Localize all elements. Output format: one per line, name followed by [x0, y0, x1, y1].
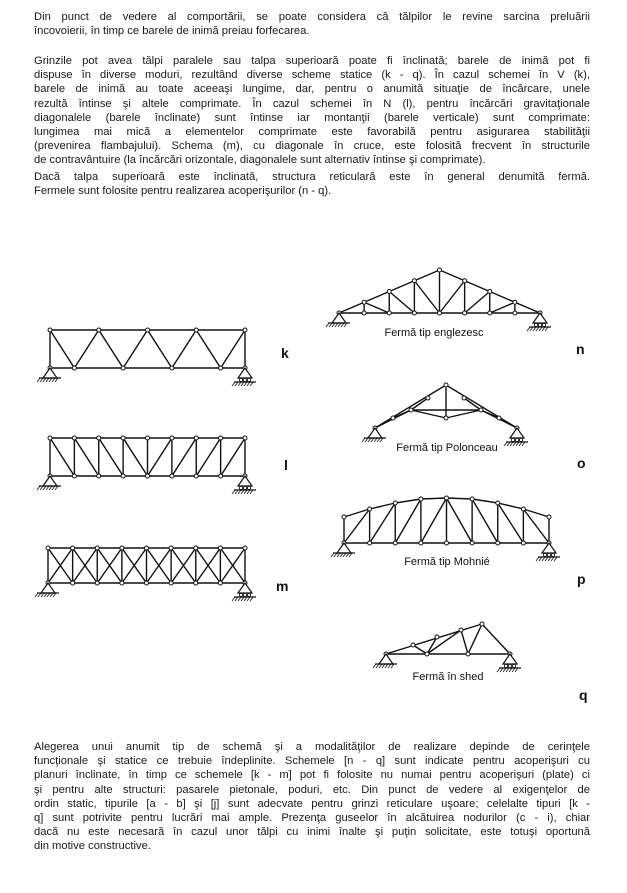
truss-node: [170, 474, 174, 478]
roller-wheel: [512, 664, 515, 667]
support-hatch: [504, 442, 507, 446]
roller-wheel: [511, 438, 514, 441]
truss-member: [50, 330, 74, 368]
truss-member: [421, 498, 447, 543]
truss-node: [419, 541, 423, 545]
roller-wheel: [243, 593, 246, 596]
truss-node: [243, 328, 247, 332]
roller-wheel: [243, 486, 246, 489]
truss-node: [71, 546, 75, 550]
truss-member: [370, 503, 396, 543]
truss-node: [97, 328, 101, 332]
figure-q-caption: Fermă în shed: [412, 671, 484, 683]
truss-node: [145, 581, 149, 585]
roller-wheel: [538, 323, 541, 326]
truss-member: [375, 385, 446, 428]
truss-member: [414, 281, 439, 313]
text-line: din motive constructive.: [34, 840, 151, 853]
truss-node: [48, 328, 52, 332]
truss-member: [221, 330, 245, 368]
truss-node: [218, 581, 222, 585]
figure-q-truss: [373, 622, 521, 672]
text-line: dispuse în diverse moduri, rezultând diverse scheme statice (k - q). În cazul schemei în V (k),: [34, 69, 590, 82]
truss-node: [194, 581, 198, 585]
truss-member: [389, 292, 414, 314]
truss-node: [362, 311, 366, 315]
truss-node: [48, 436, 52, 440]
truss-node: [547, 515, 551, 519]
truss-node: [219, 474, 223, 478]
truss-node: [497, 416, 501, 420]
truss-node: [121, 366, 125, 370]
roller-wheel: [247, 378, 250, 381]
truss-member: [395, 499, 421, 503]
truss-node: [425, 652, 429, 656]
truss-node: [412, 311, 416, 315]
truss-member: [421, 498, 447, 499]
truss-node: [521, 507, 525, 511]
truss-node: [445, 541, 449, 545]
truss-node: [462, 396, 466, 400]
truss-node: [146, 474, 150, 478]
figure-l-label: l: [284, 457, 288, 473]
truss-member: [411, 410, 446, 418]
truss-node: [368, 507, 372, 511]
truss-node: [466, 652, 470, 656]
text-line: şi pentru alte structuri: pasarele pietonale, poduri, etc. Din punct de vedere al exigenţelor de: [34, 783, 590, 796]
roller-wheel: [534, 323, 537, 326]
roller-wheel: [547, 553, 550, 556]
truss-node: [470, 497, 474, 501]
roller-wheel: [243, 378, 246, 381]
support-hatch: [497, 668, 500, 672]
truss-member: [99, 330, 123, 368]
figure-n-truss: [326, 268, 551, 331]
truss-node: [393, 541, 397, 545]
truss-node: [409, 408, 413, 412]
truss-node: [411, 643, 415, 647]
truss-node: [121, 474, 125, 478]
roller-wheel: [504, 664, 507, 667]
text-line: ordin static, tipurile [a - b] şi [j] sunt adecvate pentru grinzi reticulare uşoare; celelalte tipuri [k -: [34, 797, 590, 810]
support-hatch: [362, 438, 365, 442]
text-line: diagonalele (barele înclinate) sunt întinse iar montanţii (barele verticale) sunt comprimate:: [34, 111, 590, 124]
roller-wheel: [239, 593, 242, 596]
roller-support: [238, 476, 252, 486]
truss-node: [387, 290, 391, 294]
support-hatch: [232, 490, 235, 494]
truss-node: [479, 408, 483, 412]
truss-node: [71, 581, 75, 585]
roller-support: [542, 543, 556, 553]
truss-node: [97, 474, 101, 478]
roller-wheel: [239, 486, 242, 489]
truss-member: [74, 438, 98, 476]
truss-member: [446, 410, 481, 418]
figure-o-caption: Fermă tip Polonceau: [396, 442, 498, 454]
truss-node: [95, 581, 99, 585]
truss-member: [472, 499, 498, 543]
truss-node: [219, 366, 223, 370]
truss-node: [488, 290, 492, 294]
truss-node: [46, 546, 50, 550]
truss-member: [523, 509, 549, 543]
truss-node: [169, 581, 173, 585]
truss-node: [97, 436, 101, 440]
truss-member: [461, 630, 468, 654]
pin-support: [337, 543, 351, 553]
pin-support: [368, 428, 382, 438]
pin-support: [332, 313, 346, 323]
pin-support: [43, 368, 57, 378]
text-line: încovoierii, în timp ce barele de inimă preiau forfecarea.: [34, 25, 310, 38]
pin-support: [41, 583, 55, 593]
roller-support: [238, 583, 252, 593]
truss-node: [444, 416, 448, 420]
truss-member: [172, 330, 196, 368]
truss-node: [194, 474, 198, 478]
truss-node: [419, 497, 423, 501]
truss-node: [513, 300, 517, 304]
support-hatch: [527, 327, 530, 331]
truss-node: [438, 311, 442, 315]
figure-m-label: m: [276, 578, 289, 594]
pin-support: [43, 476, 57, 486]
truss-member: [468, 624, 482, 654]
truss-member: [221, 438, 245, 476]
truss-member: [364, 302, 389, 313]
truss-node: [219, 436, 223, 440]
truss-node: [243, 436, 247, 440]
truss-node: [445, 496, 449, 500]
roller-wheel: [542, 323, 545, 326]
truss-node: [463, 311, 467, 315]
truss-node: [170, 366, 174, 370]
roller-wheel: [247, 593, 250, 596]
truss-node: [72, 436, 76, 440]
truss-node: [146, 436, 150, 440]
text-line: Alegerea unui anumit tip de schemă şi a modalităţilor de realizare depinde de cerinţele: [34, 741, 590, 753]
truss-member: [440, 281, 465, 313]
truss-member: [465, 292, 490, 314]
support-hatch: [37, 486, 40, 490]
roller-support: [238, 368, 252, 378]
truss-member: [148, 330, 172, 368]
truss-node: [72, 474, 76, 478]
truss-node: [194, 328, 198, 332]
support-hatch: [35, 593, 38, 597]
roller-wheel: [543, 553, 546, 556]
truss-node: [444, 383, 448, 387]
roller-wheel: [239, 378, 242, 381]
text-line: (prevenirea flambajului). Schema (m), cu diagonale în cruce, este folosită frecvent în structurile: [34, 140, 590, 153]
truss-member: [99, 438, 123, 476]
roller-wheel: [247, 486, 250, 489]
truss-node: [459, 628, 463, 632]
truss-node: [362, 300, 366, 304]
truss-node: [342, 515, 346, 519]
truss-node: [470, 541, 474, 545]
figure-p-caption: Fermă tip Mohnié: [404, 556, 490, 568]
support-hatch: [232, 597, 235, 601]
figure-n-label: n: [576, 341, 585, 357]
truss-member: [395, 499, 421, 543]
text-line: q] sunt potrivite pentru lucrări mai ample. Prezenţa guseelor în alcătuirea nodurilor (c - i), chiar: [34, 812, 590, 825]
truss-member: [196, 330, 220, 368]
text-line: planuri înclinate, în timp ce schemele [k - m] pot fi folosite nu numai pentru acoperişuri (plate) ci: [34, 769, 590, 782]
roller-support: [533, 313, 547, 323]
truss-node: [480, 622, 484, 626]
truss-node: [170, 436, 174, 440]
text-line: Grinzile pot avea tălpi paralele sau talpa superioară poate fi înclinată; barele de inimă pot fi: [34, 55, 590, 67]
truss-member: [446, 385, 517, 428]
truss-node: [521, 541, 525, 545]
text-line: barele de inimă au toate aceeaşi lungime, dar, pentru o anumită situaţie de încărcare, unele: [34, 83, 590, 96]
truss-member: [196, 438, 220, 476]
roller-wheel: [515, 438, 518, 441]
truss-node: [120, 581, 124, 585]
truss-member: [472, 499, 498, 503]
truss-member: [74, 330, 98, 368]
truss-node: [145, 546, 149, 550]
truss-node: [218, 546, 222, 550]
truss-node: [496, 541, 500, 545]
truss-node: [194, 436, 198, 440]
truss-node: [438, 268, 442, 272]
text-line: de contravântuire (la încărcări orizontale, diagonalele sunt alternativ întinse şi comprimate).: [34, 154, 486, 167]
support-hatch: [232, 382, 235, 386]
truss-node: [513, 311, 517, 315]
truss-node: [169, 546, 173, 550]
truss-node: [194, 546, 198, 550]
truss-member: [447, 498, 473, 499]
truss-node: [391, 416, 395, 420]
roller-wheel: [551, 553, 554, 556]
truss-member: [344, 509, 370, 543]
figure-p-truss: [331, 496, 560, 561]
truss-node: [393, 501, 397, 505]
truss-member: [123, 438, 147, 476]
roller-wheel: [508, 664, 511, 667]
text-line: funcţionale şi statice ce trebuie îndeplinite. Schemele [n - q] sunt indicate pentru acoperişuri cu: [34, 755, 590, 768]
truss-node: [120, 546, 124, 550]
truss-node: [121, 436, 125, 440]
truss-member: [172, 438, 196, 476]
truss-member: [447, 498, 473, 543]
support-hatch: [536, 557, 539, 561]
truss-node: [387, 311, 391, 315]
figure-o-label: o: [577, 455, 586, 471]
text-line: Din punct de vedere al comportării, se poate considera că tălpilor le revine sarcina preluării: [34, 11, 590, 23]
truss-node: [426, 396, 430, 400]
truss-member: [490, 302, 515, 313]
text-line: dacă nu este necesară în cazul unor tălpi cu inimi înalte şi puţin solicitate, este totuşi oportună: [34, 826, 590, 839]
support-hatch: [331, 553, 334, 557]
roller-wheel: [519, 438, 522, 441]
support-hatch: [373, 664, 376, 668]
truss-node: [463, 279, 467, 283]
figure-o-truss: [362, 383, 528, 446]
truss-node: [496, 501, 500, 505]
figure-q-label: q: [579, 687, 588, 703]
roller-support: [510, 428, 524, 438]
figure-p-label: p: [577, 571, 586, 587]
text-line: lungimea mai mică a elementelor comprimate este favorabilă pentru asigurarea stabilităţii: [34, 126, 590, 139]
figure-l-truss: [37, 436, 256, 494]
truss-node: [368, 541, 372, 545]
figure-k-truss: [37, 328, 256, 386]
truss-node: [435, 635, 439, 639]
truss-member: [498, 503, 524, 543]
pin-support: [379, 654, 393, 664]
figure-n-caption: Fermă tip englezesc: [384, 327, 484, 339]
text-line: rezultă întinse şi altele comprimate. În cazul schemei în N (l), pentru încărcări gravitaţionale: [34, 97, 590, 110]
truss-member: [50, 438, 74, 476]
text-line: Fermele sunt folosite pentru realizarea acoperişurilor (n - q).: [34, 185, 332, 198]
roller-support: [503, 654, 517, 664]
figure-m-truss: [35, 546, 256, 601]
truss-node: [488, 311, 492, 315]
truss-member: [482, 624, 510, 654]
support-hatch: [326, 323, 329, 327]
truss-node: [243, 546, 247, 550]
support-hatch: [37, 378, 40, 382]
truss-member: [123, 330, 147, 368]
truss-node: [72, 366, 76, 370]
text-line: Dacă talpa superioară este înclinată, structura reticulară este în general denumită fermă.: [34, 171, 590, 183]
truss-node: [95, 546, 99, 550]
truss-member: [427, 630, 461, 654]
truss-node: [412, 279, 416, 283]
truss-node: [146, 328, 150, 332]
truss-member: [148, 438, 172, 476]
figure-k-label: k: [281, 345, 289, 361]
